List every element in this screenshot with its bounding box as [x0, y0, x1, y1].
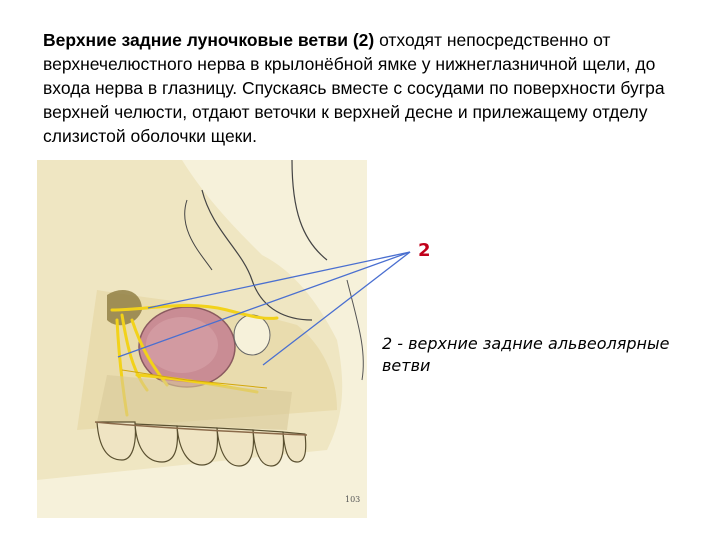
plate-number: 103 — [345, 495, 361, 504]
figure-label-number: 2 — [418, 240, 431, 261]
anatomical-illustration — [37, 160, 367, 518]
figure-caption: 2 - верхние задние альвеолярные ветви — [382, 334, 670, 375]
description-paragraph — [43, 28, 703, 148]
paragraph-heading: Верхние задние луночковые ветви (2) — [43, 30, 375, 50]
paragraph-body: отходят непосредственно от верхнечелюстного нерва в крылонёбной ямке у нижнеглазничной щели, до входа нерва в глазницу. Спускаясь вместе с сосудами по поверхности бугра верхней челюсти, отдают веточки к верхней десне и прилежащему отделу слизистой оболочки щеки. — [43, 30, 665, 146]
